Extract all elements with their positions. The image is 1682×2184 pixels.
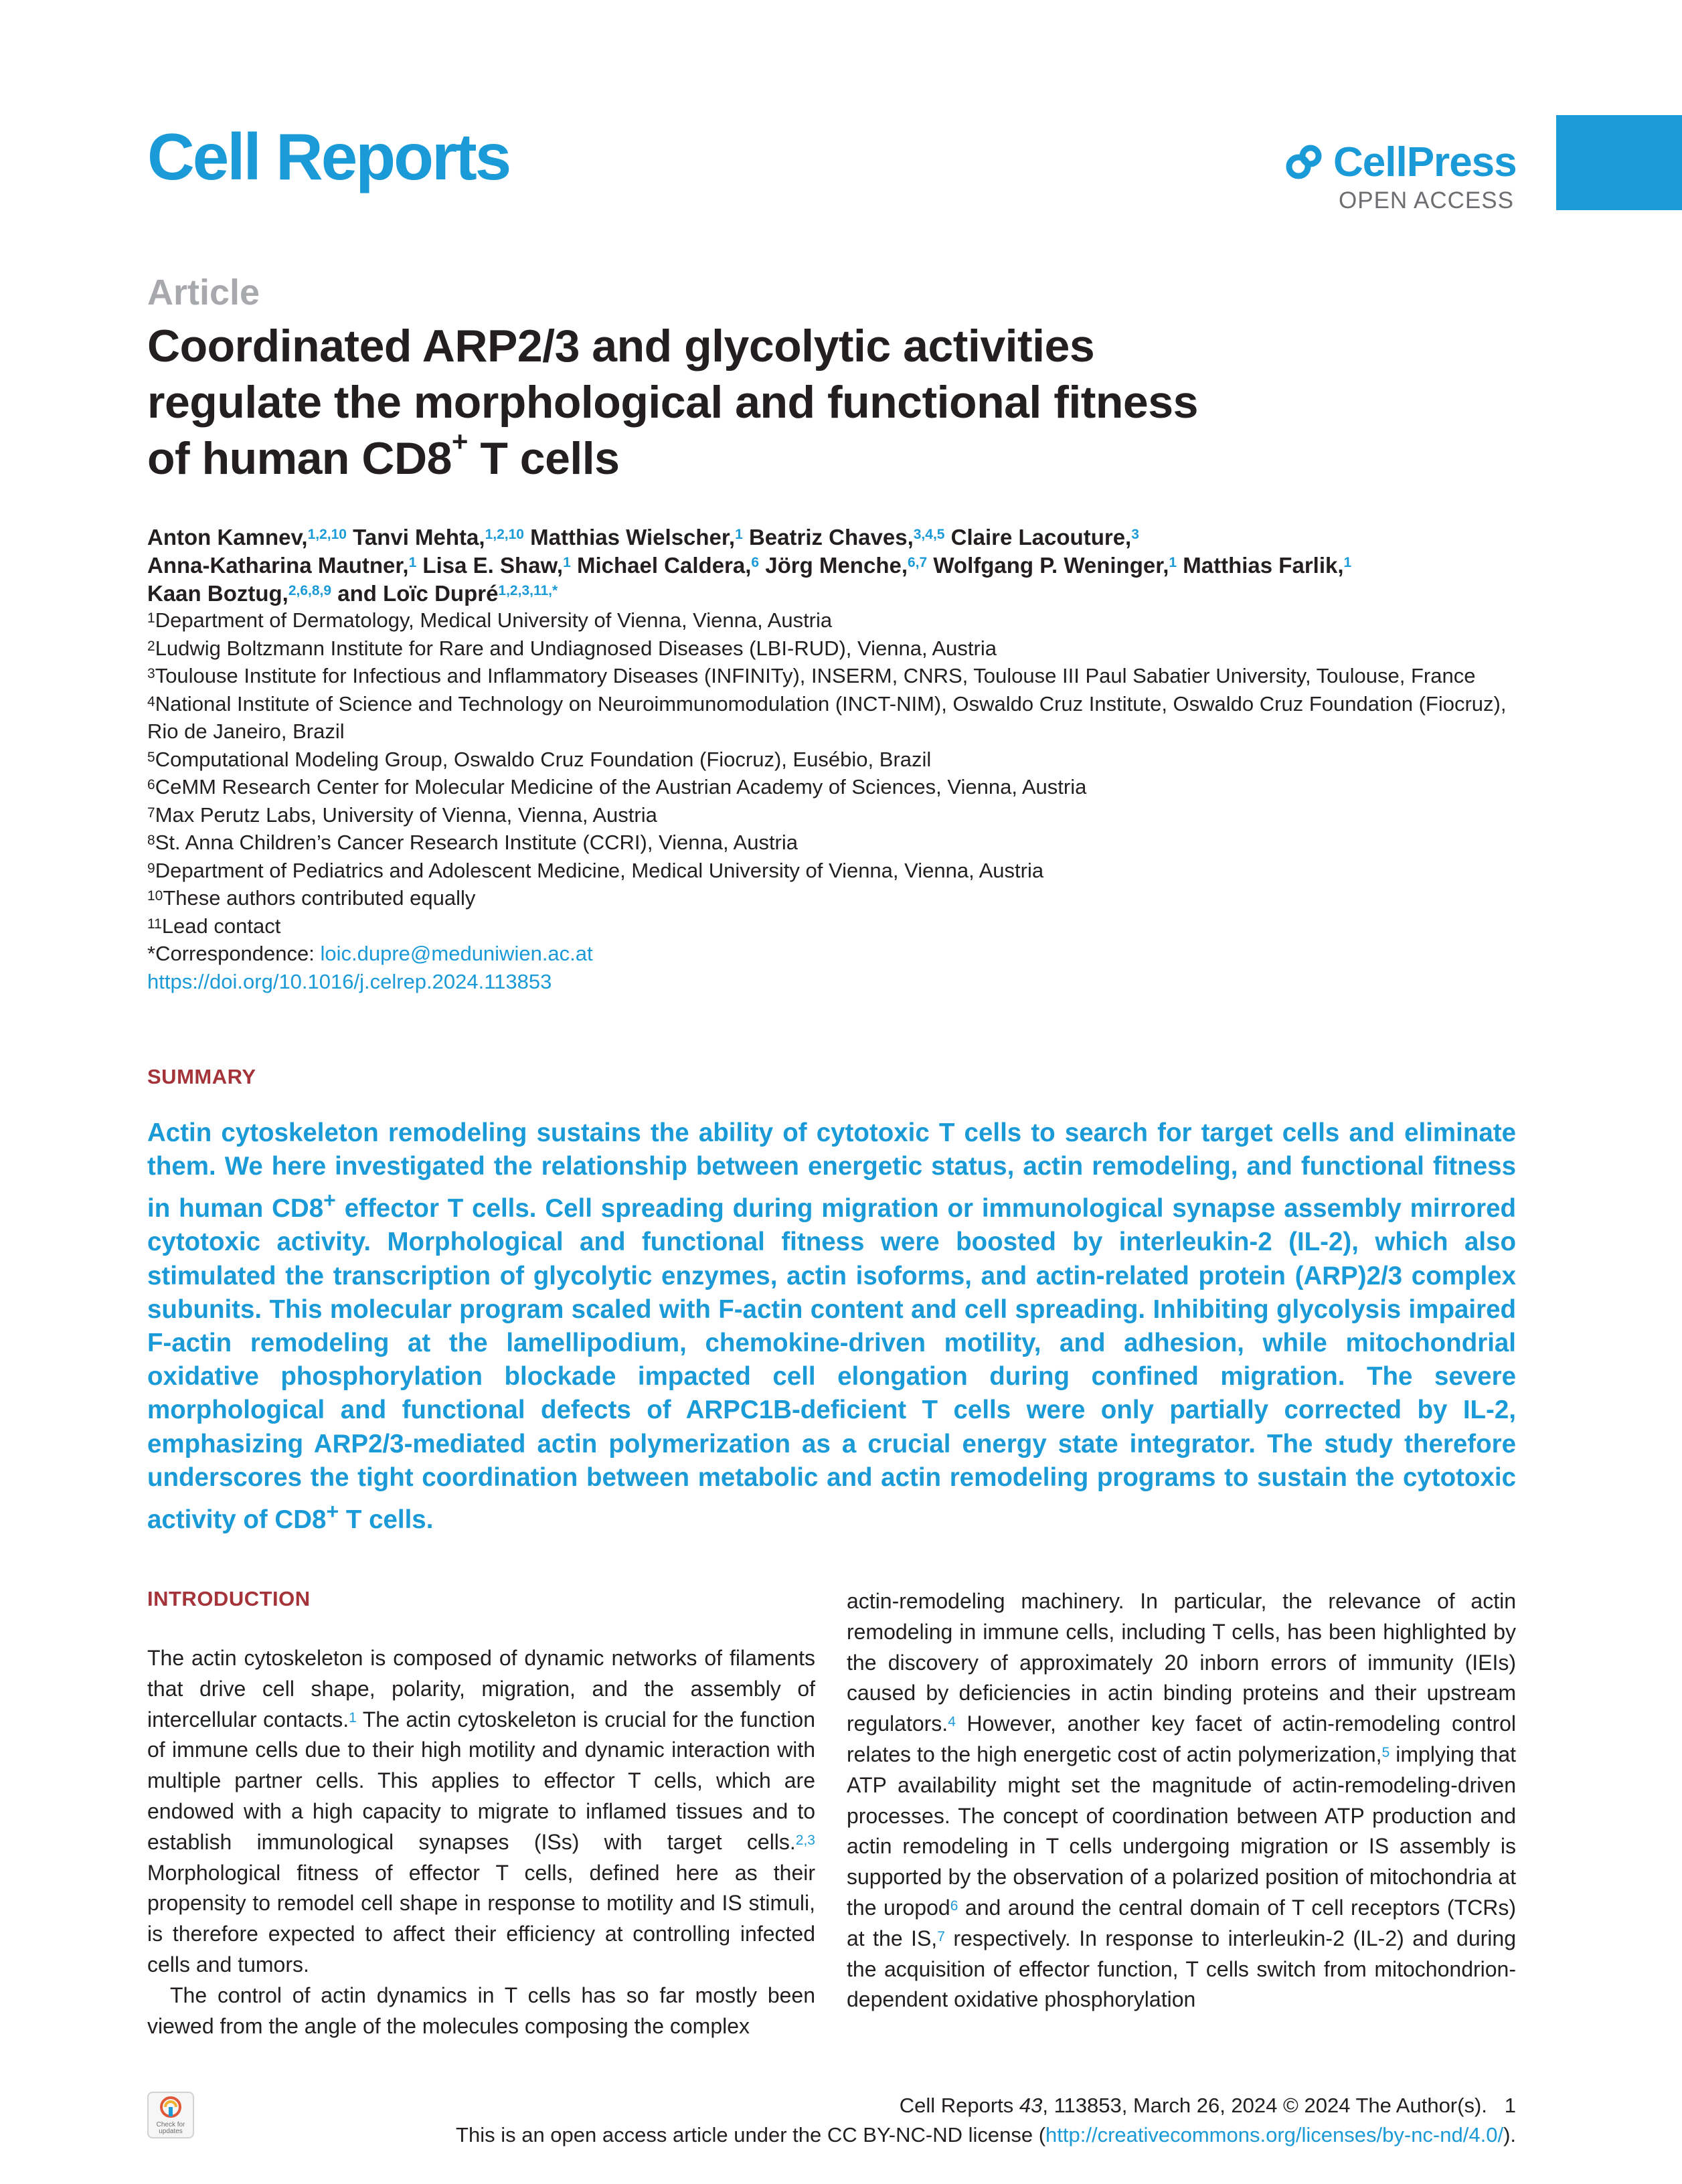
article-type: Article [147,272,260,313]
author-name[interactable]: Tanvi Mehta, [353,525,485,550]
citation-link[interactable]: 5 [1381,1744,1390,1760]
author-name[interactable]: Matthias Wielscher, [530,525,736,550]
summary-heading: SUMMARY [147,1065,256,1088]
affiliation-number: 5 [147,749,155,765]
author-name[interactable]: Wolfgang P. Weninger, [933,553,1169,578]
affiliation-item [147,690,1526,746]
affiliation-item [147,912,1526,940]
affiliation-item [147,606,1526,635]
affiliation-number: 3 [147,666,155,681]
author-name[interactable]: Kaan Boztug, [147,581,288,606]
paragraph-text: The actin cytoskeleton is composed of dynamic networks of filaments that drive cell shape, polarity, migration, and the assembly of intercellular contacts. [147,1646,815,1732]
author-name[interactable]: Jörg Menche, [765,553,908,578]
check-for-updates-text: Check for updates [156,2121,185,2135]
affiliation-number: 1 [147,610,155,626]
author-name[interactable]: Claire Lacouture, [950,525,1132,550]
affiliation-number: 6 [147,777,155,792]
author-name[interactable]: Michael Caldera, [576,553,752,578]
title-line-1: Coordinated ARP2/3 and glycolytic activities [147,321,1095,371]
paragraph-text: actin-remodeling machinery. In particular, the relevance of actin remodeling in immune cells, including T cells, has been highlighted by the discovery of approximately 20 inborn errors of immunity (IEIs) caused by deficiencies in actin binding proteins and their upstream regulators. [847,1589,1516,1736]
publisher-logo[interactable] [1284,139,1517,185]
check-for-updates-badge[interactable] [147,2092,194,2138]
author-name[interactable]: Beatriz Chaves, [748,525,914,550]
author-affiliation-ref[interactable]: 6,7 [908,555,928,570]
introduction-heading: INTRODUCTION [147,1587,311,1610]
author-affiliation-ref[interactable]: 3 [1131,527,1139,542]
journal-logo: Cell Reports [147,120,510,193]
paragraph-text: Morphological fitness of effector T cells, defined here as their propensity to remodel cell shape in response to motility and IS stimuli, is therefore expected to affect their efficiency at controlling infected cells and tumors. [147,1860,815,1977]
paragraph-text: and around the central domain of T cell receptors (TCRs) at the IS, [847,1895,1517,1950]
paragraph-text: implying that ATP availability might set the magnitude of actin-remodeling-driven processes. The concept of coordination between ATP production and actin remodeling in T cells undergoing migration or IS assembly is supported by the observation of a polarized position of mitochondria at the uropod [847,1742,1517,1920]
affiliation-number: 8 [147,833,155,848]
author-list [147,523,1526,608]
affiliation-item [147,857,1526,885]
publisher-name: CellPress [1333,139,1517,185]
affiliation-text: National Institute of Science and Technology on Neuroimmunomodulation (INCT-NIM), Oswaldo Cruz Institute, Oswaldo Cruz Foundation (Fiocruz), Rio de Janeiro, Brazil [147,691,1507,743]
citation-link[interactable]: 1 [349,1709,357,1726]
citation-link[interactable]: 7 [937,1928,945,1944]
affiliation-text: These authors contributed equally [163,886,476,910]
author-name[interactable]: Matthias Farlik, [1183,553,1344,578]
doi [147,968,1526,996]
author-affiliation-ref[interactable]: 3,4,5 [913,527,945,542]
author-name[interactable]: Lisa E. Shaw, [422,553,564,578]
affiliation-item [147,801,1526,829]
cellpress-mark-icon [1284,143,1324,183]
author-affiliation-ref[interactable]: 1 [1343,555,1352,570]
affiliation-list [147,606,1526,995]
author-name[interactable]: Anna-Katharina Mautner, [147,553,409,578]
summary-superscript: + [323,1188,336,1213]
author-affiliation-ref[interactable]: 1,2,10 [485,527,524,542]
paragraph-text: respectively. In response to interleukin-2 (IL-2) and during the acquisition of effector function, T cells switch from mitochondrion-dependent oxidative phosphorylation [847,1926,1517,2012]
summary-part-3: T cells. [339,1505,434,1534]
affiliation-text: Toulouse Institute for Infectious and Inflammatory Diseases (INFINITy), INSERM, CNRS, Toulouse III Paul Sabatier University, Toulouse, France [155,664,1476,687]
affiliation-number: 7 [147,805,155,821]
affiliation-text: Max Perutz Labs, University of Vienna, Vienna, Austria [155,803,657,827]
doi-link[interactable]: https://doi.org/10.1016/j.celrep.2024.113853 [147,969,552,993]
affiliation-item [147,635,1526,663]
paragraph-text: However, another key facet of actin-remodeling control relates to the high energetic cost of actin polymerization, [847,1711,1516,1766]
author-affiliation-ref[interactable]: 6 [751,555,760,570]
author-affiliation-ref[interactable]: 1 [735,527,743,542]
correspondence-label: *Correspondence: [147,942,321,965]
affiliation-item [147,746,1526,774]
affiliation-text: Ludwig Boltzmann Institute for Rare and Undiagnosed Diseases (LBI-RUD), Vienna, Austria [155,636,997,660]
introduction-column-left [147,1643,815,2041]
title-line-3-end: T cells [467,433,620,484]
summary-part-1: Actin cytoskeleton remodeling sustains the ability of cytotoxic T cells to search for target cells and eliminate them. We here investigated the relationship between energetic status, actin remodeling, and functional fitness in human CD8 [147,1118,1516,1224]
page-number: 1 [1504,2094,1516,2117]
license-text-end: ). [1503,2123,1516,2147]
affiliation-text: St. Anna Children’s Cancer Research Institute (CCRI), Vienna, Austria [155,831,798,854]
footer-license [456,2124,1516,2145]
citation-link[interactable]: 2,3 [795,1832,815,1848]
summary-superscript: + [326,1499,339,1524]
introduction-paragraph [147,1643,815,1981]
author-affiliation-ref[interactable]: 1 [563,555,571,570]
correspondence-email-link[interactable]: loic.dupre@meduniwien.ac.at [320,942,593,965]
author-affiliation-ref[interactable]: 1,2,10 [307,527,347,542]
affiliation-item [147,773,1526,801]
author-affiliation-ref[interactable]: 2,6,8,9 [288,583,332,598]
footer-citation [900,2095,1516,2116]
footer-citation-details: , 113853, March 26, 2024 © 2024 The Author(s). [1042,2094,1487,2117]
affiliation-item [147,662,1526,690]
affiliation-item [147,884,1526,912]
summary-part-2: effector T cells. Cell spreading during migration or immunological synapse assembly mirrored cytotoxic activity. Morphological and functional fitness were boosted by interleukin-2 (IL-2), which also stimulated the transcription of glycolytic enzymes, actin isoforms, and actin-related protein (ARP)2/3 complex subunits. This molecular program scaled with F-actin content and cell spreading. Inhibiting glycolysis impaired F-actin remodeling at the lamellipodium, chemokine-driven motility, and adhesion, while mitochondrial oxidative phosphorylation blockade impacted cell elongation during confined migration. The severe morphological and functional defects of ARPC1B-deficient T cells were only partially corrected by IL-2, emphasizing ARP2/3-mediated actin polymerization as a crucial energy state integrator. The study therefore underscores the tight coordination between metabolic and actin remodeling programs to sustain the cytotoxic activity of CD8 [147,1194,1516,1534]
introduction-column-right [847,1586,1516,2015]
corner-color-tab [1556,115,1682,210]
affiliation-text: Computational Modeling Group, Oswaldo Cruz Foundation (Fiocruz), Eusébio, Brazil [155,747,932,771]
affiliation-number: 10 [147,888,163,904]
footer-volume: 43 [1013,2094,1043,2117]
affiliation-text: CeMM Research Center for Molecular Medicine of the Austrian Academy of Sciences, Vienna, Austria [155,775,1087,799]
author-name[interactable]: Anton Kamnev, [147,525,308,550]
affiliation-text: Department of Pediatrics and Adolescent Medicine, Medical University of Vienna, Vienna, Austria [155,858,1044,882]
introduction-paragraph [847,1586,1516,2015]
summary-text [147,1116,1516,1537]
author-affiliation-ref[interactable]: 1 [408,555,417,570]
affiliation-number: 4 [147,693,155,709]
title-superscript: + [451,426,468,457]
title-line-2: regulate the morphological and functional fitness [147,377,1198,428]
citation-link[interactable]: 4 [948,1714,956,1730]
affiliation-text: Lead contact [161,914,281,938]
affiliation-number: 2 [147,638,155,654]
correspondence [147,940,1526,968]
license-text: This is an open access article under the CC BY-NC-ND license ( [456,2123,1046,2147]
license-link[interactable]: http://creativecommons.org/licenses/by-nc-nd/4.0/ [1045,2123,1504,2147]
article-title [147,318,1419,487]
check-for-updates-icon [157,2095,184,2122]
author-affiliation-ref[interactable]: 1,2,3,11,* [498,583,558,598]
affiliation-number: 9 [147,860,155,876]
affiliation-number: 11 [147,916,162,932]
introduction-paragraph: The control of actin dynamics in T cells has so far mostly been viewed from the angle of the molecules composing the complex [147,1983,815,2038]
open-access-label: OPEN ACCESS [1339,187,1514,214]
affiliation-text: Department of Dermatology, Medical University of Vienna, Vienna, Austria [155,608,833,632]
affiliation-item [147,829,1526,857]
paragraph-text: The actin cytoskeleton is crucial for the function of immune cells due to their high motility and dynamic interaction with multiple partner cells. This applies to effector T cells, which are endowed with a high capacity to migrate to inflamed tissues and to establish immunological synapses (ISs) with target cells. [147,1707,816,1854]
footer-journal: Cell Reports [899,2094,1014,2117]
author-affiliation-ref[interactable]: 1 [1169,555,1177,570]
author-name[interactable]: and Loïc Dupré [337,581,499,606]
title-line-3: of human CD8 [147,433,452,484]
citation-link[interactable]: 6 [950,1898,958,1914]
